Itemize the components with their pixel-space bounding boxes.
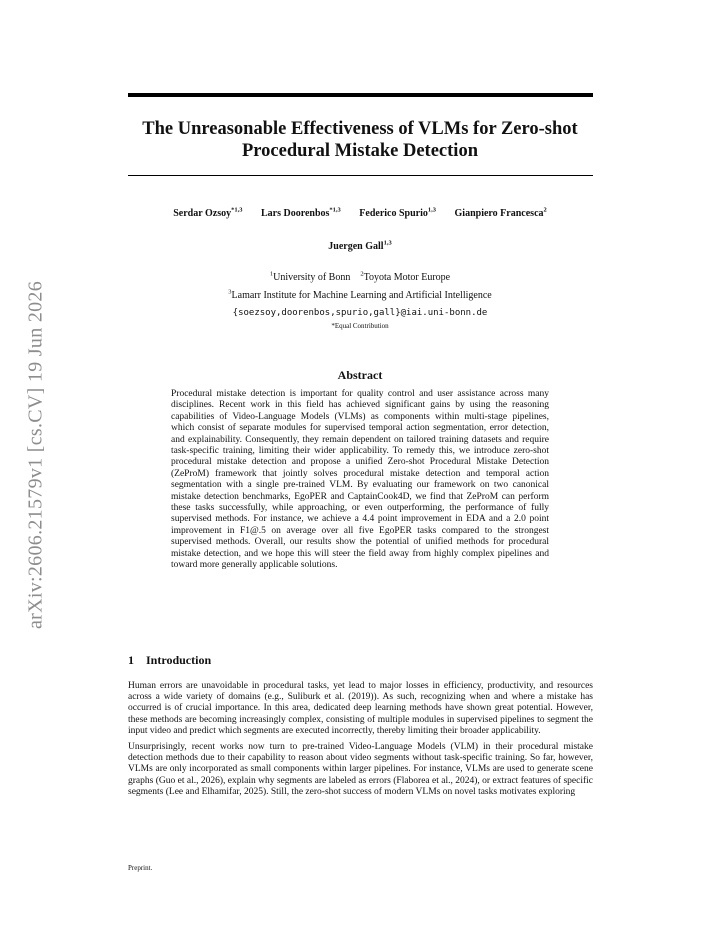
author-list-second-row bbox=[110, 240, 610, 252]
author: Serdar Ozsoy$^{*1,3}$ bbox=[173, 207, 243, 220]
author-email: {soezsoy,doorenbos,spurio,gall}@iai.uni-bonn.de bbox=[232, 308, 488, 318]
author: Lars Doorenbos$^{*1,3}$ bbox=[260, 207, 341, 220]
arxiv-identifier: arXiv:2606.21579v1 [cs.CV] 19 Jun 2026 bbox=[24, 280, 47, 630]
intro-paragraph: Human errors are unavoidable in procedural tasks, yet lead to major losses in efficiency, productivity, and resources across a wide variety of domains (e.g., Suliburk et al. (2019)). As such, recognizing when and where a mistake has occurred is of crucial importance. In this area, dedicated deep learning methods have shown great potential. However, these methods are becoming increasingly complex, consisting of multiple modules in supervised pipelines to segment the input video and predict which segments are executed incorrectly, thereby limiting their broader applicability. bbox=[128, 681, 593, 736]
abstract-heading: Abstract bbox=[337, 368, 383, 382]
section-number: 1 bbox=[128, 653, 134, 667]
title-top-rule bbox=[128, 93, 593, 97]
author: Juergen Gall$^{1,3}$ bbox=[328, 240, 392, 253]
affiliation: $^2$Toyota Motor Europe bbox=[360, 271, 451, 284]
title-bottom-rule bbox=[128, 175, 593, 176]
author: Federico Spurio$^{1,3}$ bbox=[359, 207, 437, 220]
section-title: Introduction bbox=[146, 653, 212, 667]
intro-paragraph: Unsurprisingly, recent works now turn to pre-trained Video-Language Models (VLM) in their procedural mistake detection methods due to their capability to reason about video segments without task-specific training. So far, however, VLMs are only incorporated as small components within larger pipelines. For instance, VLMs are used to generate scene graphs (Guo et al., 2026), explain why segments are labeled as errors (Flaborea et al., 2024), or extract features of specific segments (Lee and Elhamifar, 2025). Still, the zero-shot success of modern VLMs on novel tasks motivates exploring bbox=[128, 742, 593, 797]
affiliation: $^1$University of Bonn bbox=[269, 271, 351, 284]
author-list bbox=[110, 207, 610, 219]
abstract-text: Procedural mistake detection is important for quality control and user assistance across many disciplines. Recent work in this field has achieved significant gains by using the reasoning capabilities of Video-Language Models (VLMs) as components within multi-stage pipelines, which consist of separate modules for supervised temporal action segmentation, error detection, and explainability. Consequently, they remain dependent on tailored training datasets and require task-specific training, limiting their wider applicability. To remedy this, we introduce zero-shot procedural mistake detection and propose a unified Zero-shot Procedural Mistake Detection (ZeProM) framework that jointly solves procedural mistake detection and temporal action segmentation with a single pre-trained VLM. By evaluating our framework on two canonical mistake detection benchmarks, EgoPER and CaptainCook4D, we find that ZeProM can perform these tasks successfully, while approaching, or even outperforming, the performance of fully supervised methods. For instance, we achieve a 4.4 point improvement in EDA and a 2.0 point improvement in F1@.5 on average over all five EgoPER tasks compared to the strongest supervised methods. Overall, our results show the potential of unified methods for procedural mistake detection, and we hope this will steer the field away from highly complex pipelines and toward more generally applicable solutions. bbox=[171, 389, 549, 571]
affiliations bbox=[110, 268, 610, 303]
affiliation: $^3$Lamarr Institute for Machine Learning and Artificial Intelligence bbox=[228, 288, 492, 301]
paper-title: The Unreasonable Effectiveness of VLMs for Zero-shot Procedural Mistake Detection bbox=[142, 119, 578, 161]
section-heading bbox=[128, 653, 211, 668]
author: Gianpiero Francesca$^2$ bbox=[454, 207, 547, 220]
footer-note: Preprint. bbox=[128, 864, 153, 872]
equal-contribution-note: *Equal Contribution bbox=[331, 322, 389, 330]
